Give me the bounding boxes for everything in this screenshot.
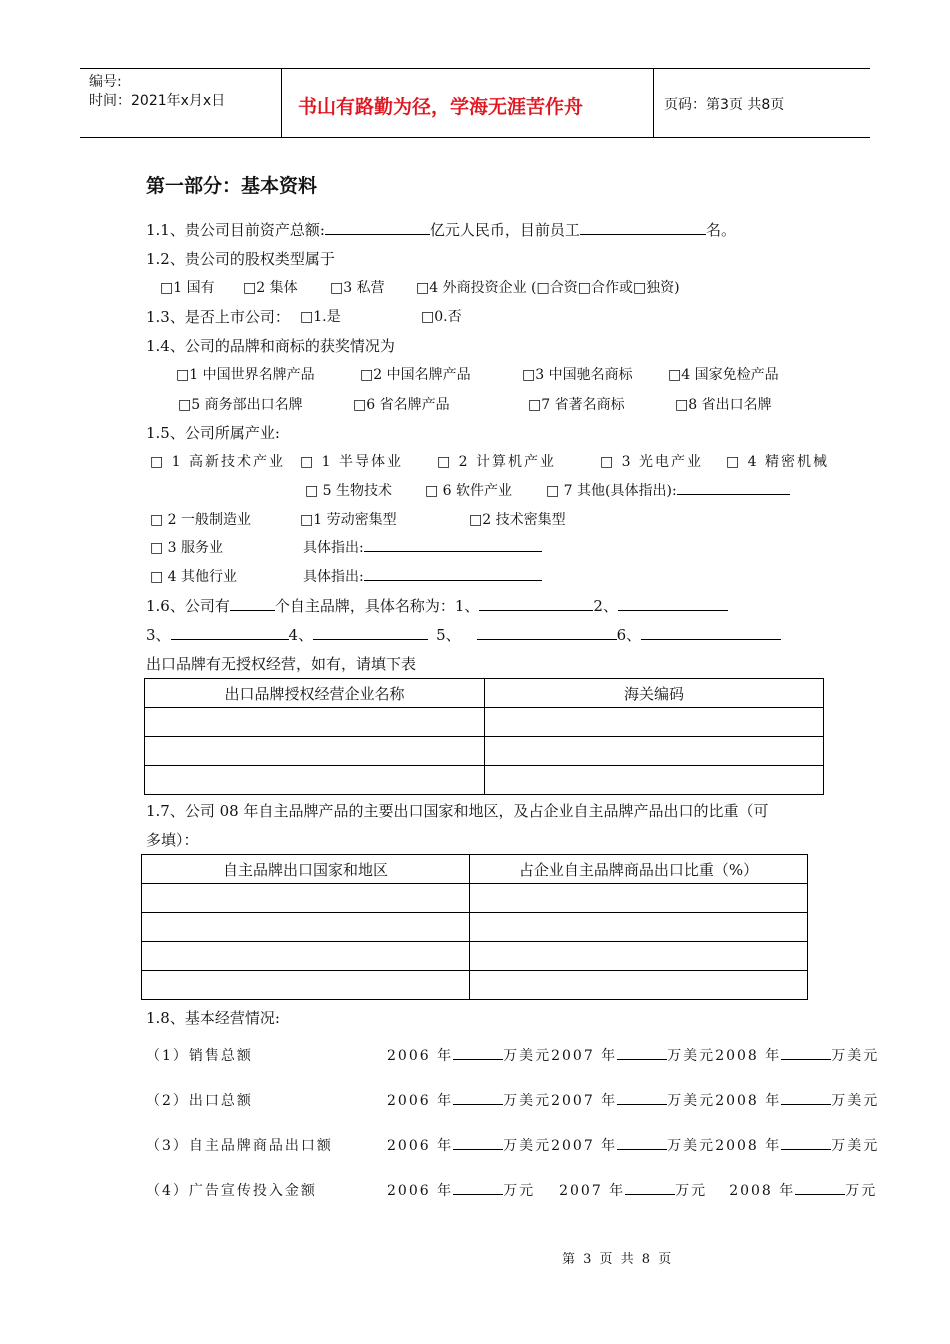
industry-computer[interactable]: □ 2 计算机产业 <box>437 454 557 470</box>
brand-4-blank[interactable] <box>313 625 428 640</box>
export-license-note: 出口品牌有无授权经营，如有，请填下表 <box>146 655 417 673</box>
industry-hightech[interactable]: □ 1 高新技术产业 <box>150 454 286 470</box>
advertising-years <box>387 1180 877 1200</box>
service-specify <box>303 537 542 557</box>
industry-other[interactable] <box>546 480 790 500</box>
unit: 万美元 <box>503 1048 552 1064</box>
table-header-company: 出口品牌授权经营企业名称 <box>145 679 485 708</box>
unit: 万美元 <box>667 1138 716 1154</box>
unit: 万美元 <box>503 1093 552 1109</box>
award-option-8[interactable]: □8 省出口名牌 <box>675 397 772 413</box>
other-sector-specify <box>303 566 542 586</box>
industry-semiconductor[interactable]: □ 1 半导体业 <box>300 454 404 470</box>
header-divider <box>281 69 282 137</box>
unit: 万元 <box>845 1183 878 1199</box>
question-1-4: 1.4、公司的品牌和商标的获奖情况为 <box>146 337 395 355</box>
year-2007: 2007 年 <box>551 1138 618 1154</box>
industry-precision-machinery[interactable]: □ 4 精密机械 <box>726 454 830 470</box>
ownership-option-4[interactable]: □4 外商投资企业 (□合资□合作或□独资) <box>416 280 680 296</box>
brand-5-blank[interactable] <box>477 625 617 640</box>
brand-exports-2008-blank[interactable] <box>781 1135 831 1150</box>
question-1-7: 1.7、公司 08 年自主品牌产品的主要出口国家和地区，及占企业自主品牌产品出口的比重（可 <box>146 802 769 820</box>
sales-label: （1）销售总额 <box>146 1048 253 1064</box>
assets-blank[interactable] <box>325 220 430 235</box>
question-1-3: 1.3、是否上市公司： <box>146 308 290 326</box>
award-option-3[interactable]: □3 中国驰名商标 <box>522 367 633 383</box>
unit: 万美元 <box>667 1093 716 1109</box>
table-cell[interactable] <box>142 884 470 913</box>
header-divider <box>653 69 654 137</box>
brand-1-blank[interactable] <box>479 596 593 611</box>
service-specify-blank[interactable] <box>364 537 542 552</box>
brand-exports-2007-blank[interactable] <box>617 1135 667 1150</box>
industry-biotech[interactable]: □ 5 生物技术 <box>305 483 393 499</box>
table-cell[interactable] <box>485 708 824 737</box>
q1-1-text-c: 名。 <box>705 221 736 239</box>
brand-exports-years <box>387 1135 879 1155</box>
sales-2008-blank[interactable] <box>781 1045 831 1060</box>
ownership-option-3[interactable]: □3 私营 <box>330 280 385 296</box>
industry-service[interactable]: □ 3 服务业 <box>150 540 224 556</box>
other-sector-specify-label: 具体指出: <box>303 569 364 585</box>
industry-software[interactable]: □ 6 软件产业 <box>425 483 513 499</box>
year-2006: 2006 年 <box>387 1048 454 1064</box>
table-cell[interactable] <box>142 971 470 1000</box>
question-1-5: 1.5、公司所属产业: <box>146 424 280 442</box>
table-header-country: 自主品牌出口国家和地区 <box>142 855 470 884</box>
year-2007: 2007 年 <box>559 1183 626 1199</box>
award-option-6[interactable]: □6 省名牌产品 <box>353 397 450 413</box>
advertising-label: （4）广告宣传投入金额 <box>146 1183 317 1199</box>
brand-2-blank[interactable] <box>618 596 728 611</box>
table-cell[interactable] <box>145 708 485 737</box>
export-country-table <box>141 854 808 1000</box>
question-1-2: 1.2、贵公司的股权类型属于 <box>146 250 335 268</box>
table-cell[interactable] <box>485 737 824 766</box>
advertising-2006-blank[interactable] <box>453 1180 503 1195</box>
brand-6-blank[interactable] <box>641 625 781 640</box>
table-header-customs-code: 海关编码 <box>485 679 824 708</box>
exports-label: （2）出口总额 <box>146 1093 253 1109</box>
award-option-2[interactable]: □2 中国名牌产品 <box>360 367 471 383</box>
q1-1-text-b: 亿元人民币，目前员工 <box>429 221 580 239</box>
brand-4-label: 4、 <box>288 626 314 644</box>
table-cell[interactable] <box>145 737 485 766</box>
industry-other-sector[interactable]: □ 4 其他行业 <box>150 569 238 585</box>
brand-6-label: 6、 <box>616 626 642 644</box>
listed-yes[interactable]: □1.是 <box>300 309 341 325</box>
year-2008: 2008 年 <box>729 1183 796 1199</box>
sales-years <box>387 1045 879 1065</box>
award-option-5[interactable]: □5 商务部出口名牌 <box>178 397 303 413</box>
exports-2006-blank[interactable] <box>453 1090 503 1105</box>
award-option-7[interactable]: □7 省著名商标 <box>528 397 625 413</box>
unit: 万美元 <box>503 1138 552 1154</box>
year-2006: 2006 年 <box>387 1138 454 1154</box>
page-label: 页码：第3页 共8页 <box>664 97 785 113</box>
table-cell[interactable] <box>145 766 485 795</box>
header-motto: 书山有路勤为径，学海无涯苦作舟 <box>298 96 584 118</box>
table-cell[interactable] <box>470 913 808 942</box>
table-cell[interactable] <box>485 766 824 795</box>
listed-no[interactable]: □0.否 <box>421 309 462 325</box>
q1-6-text-a: 1.6、公司有 <box>146 597 230 615</box>
award-option-1[interactable]: □1 中国世界名牌产品 <box>176 367 315 383</box>
unit: 万美元 <box>831 1093 880 1109</box>
brand-3-blank[interactable] <box>171 625 289 640</box>
q1-1-text-a: 1.1、贵公司目前资产总额: <box>146 221 325 239</box>
table-cell[interactable] <box>470 971 808 1000</box>
table-header-share: 占企业自主品牌商品出口比重（%） <box>470 855 808 884</box>
year-2006: 2006 年 <box>387 1183 454 1199</box>
industry-general-mfg[interactable]: □ 2 一般制造业 <box>150 512 252 528</box>
unit: 万美元 <box>831 1048 880 1064</box>
brand-count-blank[interactable] <box>230 596 275 611</box>
question-1-1 <box>146 219 736 240</box>
other-sector-specify-blank[interactable] <box>364 566 542 581</box>
industry-other-label: □ 7 其他(具体指出): <box>546 483 677 499</box>
table-cell[interactable] <box>142 942 470 971</box>
award-option-4[interactable]: □4 国家免检产品 <box>668 367 779 383</box>
employees-blank[interactable] <box>580 220 706 235</box>
advertising-2007-blank[interactable] <box>625 1180 675 1195</box>
year-2008: 2008 年 <box>715 1048 782 1064</box>
page-footer: 第 3 页 共 8 页 <box>562 1252 674 1267</box>
table-cell[interactable] <box>142 913 470 942</box>
table-cell[interactable] <box>470 942 808 971</box>
question-1-8: 1.8、基本经营情况: <box>146 1009 280 1027</box>
exports-2008-blank[interactable] <box>781 1090 831 1105</box>
unit: 万美元 <box>667 1048 716 1064</box>
unit: 万元 <box>503 1183 536 1199</box>
export-license-table <box>144 678 824 795</box>
industry-other-blank[interactable] <box>677 480 790 495</box>
question-1-6 <box>146 595 728 616</box>
year-2006: 2006 年 <box>387 1093 454 1109</box>
brand-names-row-2 <box>146 624 781 645</box>
brand-3-label: 3、 <box>146 626 171 644</box>
year-2008: 2008 年 <box>715 1138 782 1154</box>
unit: 万元 <box>675 1183 708 1199</box>
question-1-7-cont: 多填）： <box>146 831 199 849</box>
exports-years <box>387 1090 879 1110</box>
brand-5-label: 5、 <box>436 626 461 644</box>
industry-optoelectronic[interactable]: □ 3 光电产业 <box>600 454 704 470</box>
table-cell[interactable] <box>470 884 808 913</box>
ownership-option-2[interactable]: □2 集体 <box>243 280 298 296</box>
service-specify-label: 具体指出: <box>303 540 364 556</box>
q1-6-text-b: 个自主品牌，具体名称为：1、 <box>274 597 480 615</box>
brand-exports-label: （3）自主品牌商品出口额 <box>146 1138 333 1154</box>
brand-2-label: 2、 <box>593 597 618 615</box>
time-label: 时间：2021年x月x日 <box>89 93 226 109</box>
year-2007: 2007 年 <box>551 1048 618 1064</box>
labor-intensive-option[interactable]: □1 劳动密集型 <box>300 512 397 528</box>
sales-2007-blank[interactable] <box>617 1045 667 1060</box>
year-2007: 2007 年 <box>551 1093 618 1109</box>
ownership-option-1[interactable]: □1 国有 <box>160 280 215 296</box>
tech-intensive-option[interactable]: □2 技术密集型 <box>469 512 566 528</box>
sales-2006-blank[interactable] <box>453 1045 503 1060</box>
unit: 万美元 <box>831 1138 880 1154</box>
brand-exports-2006-blank[interactable] <box>453 1135 503 1150</box>
exports-2007-blank[interactable] <box>617 1090 667 1105</box>
year-2008: 2008 年 <box>715 1093 782 1109</box>
section-title: 第一部分：基本资料 <box>146 175 318 197</box>
advertising-2008-blank[interactable] <box>795 1180 845 1195</box>
number-label: 编号: <box>89 74 122 90</box>
